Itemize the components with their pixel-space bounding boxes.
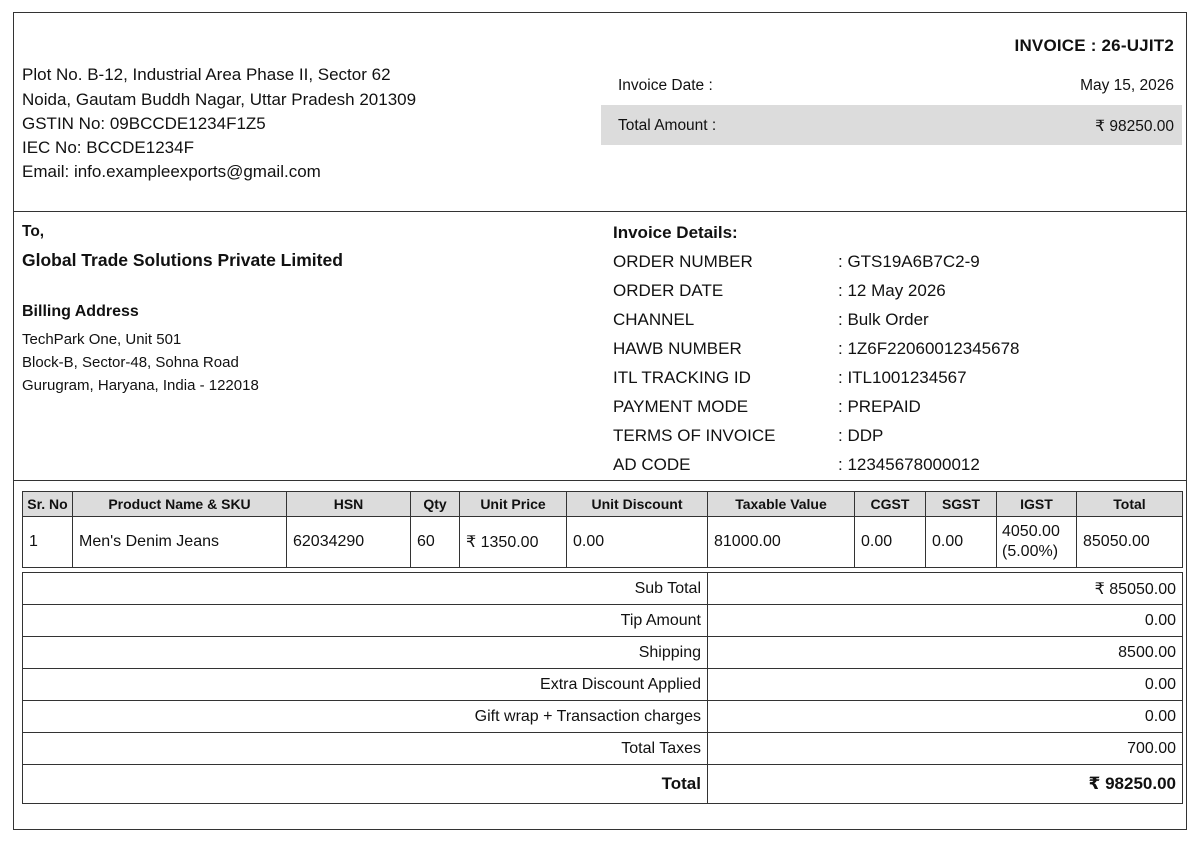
subtotal-label: Sub Total xyxy=(23,573,708,605)
header-divider xyxy=(13,211,1187,212)
detail-value-terms-of-invoice: : DDP xyxy=(838,426,884,445)
cell-unit-discount: 0.00 xyxy=(567,517,708,568)
detail-label-hawb-number: HAWB NUMBER xyxy=(613,339,742,358)
total-amount-label: Total Amount : xyxy=(618,117,717,134)
cell-sr-no: 1 xyxy=(23,517,73,568)
subtotal-value: ₹ 85050.00 xyxy=(708,573,1183,605)
column-header-taxable-value: Taxable Value xyxy=(708,492,855,517)
cell-product-name: Men's Denim Jeans xyxy=(73,517,287,568)
cell-igst xyxy=(997,517,1077,568)
detail-value-channel: : Bulk Order xyxy=(838,310,929,329)
total-amount-value: ₹ 98250.00 xyxy=(1095,118,1174,135)
to-label: To, xyxy=(22,223,45,240)
totals-row xyxy=(23,733,1183,765)
cell-cgst: 0.00 xyxy=(855,517,926,568)
cell-unit-price: ₹ 1350.00 xyxy=(460,517,567,568)
seller-address-line: Noida, Gautam Buddh Nagar, Uttar Pradesh 201309 xyxy=(22,90,417,109)
column-header-product: Product Name & SKU xyxy=(73,492,287,517)
detail-value-hawb-number: : 1Z6F22060012345678 xyxy=(838,339,1020,358)
detail-label-order-number: ORDER NUMBER xyxy=(613,252,753,271)
billing-address-heading: Billing Address xyxy=(22,303,139,320)
detail-label-payment-mode: PAYMENT MODE xyxy=(613,397,749,416)
column-header-qty: Qty xyxy=(411,492,460,517)
details-divider xyxy=(13,480,1187,481)
detail-label-channel: CHANNEL xyxy=(613,310,695,329)
seller-address-line: Plot No. B-12, Industrial Area Phase II, Sector 62 xyxy=(22,65,391,84)
billing-address-line: Gurugram, Haryana, India - 122018 xyxy=(22,377,259,394)
igst-rate: (5.00%) xyxy=(1002,543,1059,560)
column-header-total: Total xyxy=(1077,492,1183,517)
customer-name: Global Trade Solutions Private Limited xyxy=(22,250,343,270)
tip-amount-label: Tip Amount xyxy=(23,605,708,637)
total-taxes-label: Total Taxes xyxy=(23,733,708,765)
total-taxes-value: 700.00 xyxy=(708,733,1183,765)
line-items-table xyxy=(22,491,1183,568)
column-header-unit-discount: Unit Discount xyxy=(567,492,708,517)
totals-row xyxy=(23,701,1183,733)
seller-email: Email: info.exampleexports@gmail.com xyxy=(22,162,321,181)
detail-label-ad-code: AD CODE xyxy=(613,455,691,474)
shipping-value: 8500.00 xyxy=(708,637,1183,669)
detail-value-order-number: : GTS19A6B7C2-9 xyxy=(838,252,980,271)
cell-total: 85050.00 xyxy=(1077,517,1183,568)
grand-total-row xyxy=(23,765,1183,804)
detail-value-itl-tracking-id: : ITL1001234567 xyxy=(838,368,967,387)
extra-discount-value: 0.00 xyxy=(708,669,1183,701)
totals-row xyxy=(23,669,1183,701)
detail-label-itl-tracking-id: ITL TRACKING ID xyxy=(613,368,751,387)
totals-table xyxy=(22,572,1183,804)
cell-taxable-value: 81000.00 xyxy=(708,517,855,568)
cell-qty: 60 xyxy=(411,517,460,568)
grand-total-value: ₹ 98250.00 xyxy=(708,765,1183,804)
gift-wrap-charges-value: 0.00 xyxy=(708,701,1183,733)
seller-gstin: GSTIN No: 09BCCDE1234F1Z5 xyxy=(22,114,266,133)
invoice-details-heading: Invoice Details: xyxy=(613,223,738,242)
extra-discount-label: Extra Discount Applied xyxy=(23,669,708,701)
seller-iec: IEC No: BCCDE1234F xyxy=(22,138,194,157)
igst-amount: 4050.00 xyxy=(1002,523,1060,540)
cell-hsn: 62034290 xyxy=(287,517,411,568)
detail-label-terms-of-invoice: TERMS OF INVOICE xyxy=(613,426,776,445)
column-header-cgst: CGST xyxy=(855,492,926,517)
table-header-row xyxy=(23,492,1183,517)
grand-total-label: Total xyxy=(23,765,708,804)
column-header-sr-no: Sr. No xyxy=(23,492,73,517)
totals-row xyxy=(23,573,1183,605)
gift-wrap-charges-label: Gift wrap + Transaction charges xyxy=(23,701,708,733)
tip-amount-value: 0.00 xyxy=(708,605,1183,637)
column-header-unit-price: Unit Price xyxy=(460,492,567,517)
billing-address-line: TechPark One, Unit 501 xyxy=(22,331,182,348)
billing-address-line: Block-B, Sector-48, Sohna Road xyxy=(22,354,239,371)
detail-value-ad-code: : 12345678000012 xyxy=(838,455,980,474)
shipping-label: Shipping xyxy=(23,637,708,669)
table-row xyxy=(23,517,1183,568)
totals-row xyxy=(23,637,1183,669)
column-header-hsn: HSN xyxy=(287,492,411,517)
totals-row xyxy=(23,605,1183,637)
detail-label-order-date: ORDER DATE xyxy=(613,281,724,300)
detail-value-order-date: : 12 May 2026 xyxy=(838,281,946,300)
invoice-title: INVOICE : 26-UJIT2 xyxy=(1014,36,1174,55)
invoice-date-value: May 15, 2026 xyxy=(1080,77,1174,94)
column-header-sgst: SGST xyxy=(926,492,997,517)
invoice-date-label: Invoice Date : xyxy=(618,77,713,94)
cell-sgst: 0.00 xyxy=(926,517,997,568)
column-header-igst: IGST xyxy=(997,492,1077,517)
detail-value-payment-mode: : PREPAID xyxy=(838,397,921,416)
